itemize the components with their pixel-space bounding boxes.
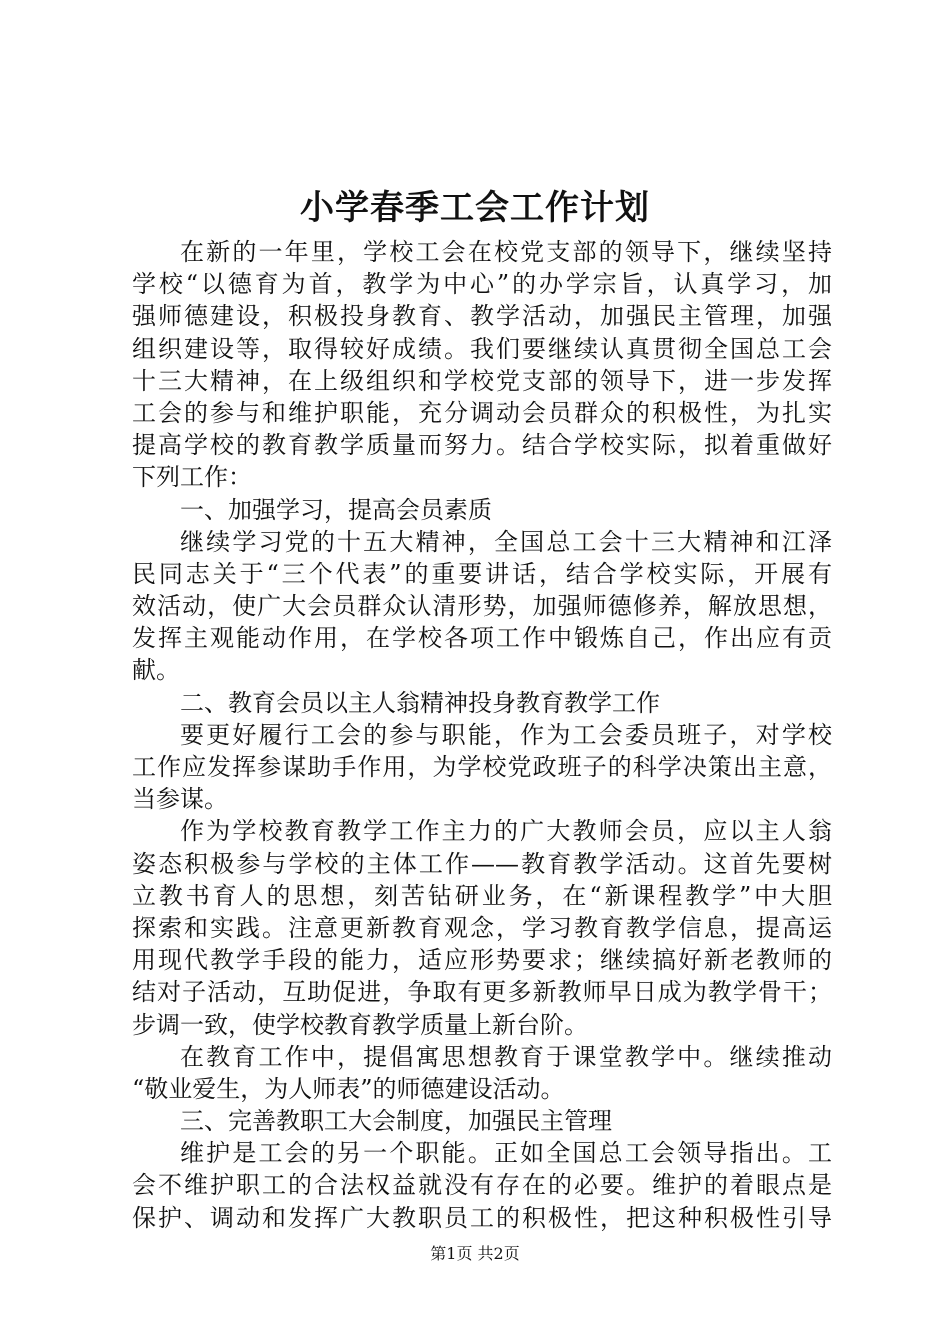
text-line: 强师德建设，积极投身教育、教学活动，加强民主管理，加强 <box>132 302 832 331</box>
text-line: 在新的一年里，学校工会在校党支部的领导下，继续坚持 <box>180 238 832 266</box>
text-line: 组织建设等，取得较好成绩。我们要继续认真贯彻全国总工会 <box>132 334 832 363</box>
text-line: 姿态积极参与学校的主体工作——教育教学活动。这首先要树 <box>132 849 832 878</box>
text-line: 工作应发挥参谋助手作用，为学校党政班子的科学决策出主意， <box>132 753 832 781</box>
text-line: 用现代教学手段的能力，适应形势要求；继续搞好新老教师的 <box>132 946 832 975</box>
text-line: 结对子活动，互助促进，争取有更多新教师早日成为教学骨干； <box>132 978 832 1007</box>
text-line: 当参谋。 <box>132 785 228 814</box>
text-line: 献。 <box>132 656 180 685</box>
text-line: 发挥主观能动作用，在学校各项工作中锻炼自己，作出应有贡 <box>132 624 832 653</box>
text-line: 一、加强学习，提高会员素质 <box>180 495 492 524</box>
text-line: 立教书育人的思想，刻苦钻研业务，在“新课程教学”中大胆 <box>132 881 832 910</box>
text-line: 要更好履行工会的参与职能，作为工会委员班子，对学校 <box>180 720 832 749</box>
text-line: 十三大精神，在上级组织和学校党支部的领导下，进一步发挥 <box>132 366 832 395</box>
text-line: 作为学校教育教学工作主力的广大教师会员，应以主人翁 <box>180 817 832 846</box>
document-body <box>132 236 832 1234</box>
text-line: 二、教育会员以主人翁精神投身教育教学工作 <box>180 688 660 717</box>
text-line: 学校“以德育为首，教学为中心”的办学宗旨，认真学习，加 <box>132 270 832 299</box>
text-line: 工会的参与和维护职能，充分调动会员群众的积极性，为扎实 <box>132 398 832 427</box>
text-line: 效活动，使广大会员群众认清形势，加强师德修养，解放思想， <box>132 592 832 621</box>
document-title: 小学春季工会工作计划 <box>300 188 650 228</box>
text-line: 保护、调动和发挥广大教职员工的积极性，把这种积极性引导 <box>132 1203 832 1232</box>
text-line: “敬业爱生，为人师表”的师德建设活动。 <box>132 1074 565 1103</box>
text-line: 步调一致，使学校教育教学质量上新台阶。 <box>132 1010 588 1039</box>
text-line: 提高学校的教育教学质量而努力。结合学校实际，拟着重做好 <box>132 431 832 460</box>
text-line: 下列工作： <box>132 463 252 492</box>
text-line: 在教育工作中，提倡寓思想教育于课堂教学中。继续推动 <box>180 1042 832 1071</box>
text-line: 三、完善教职工大会制度，加强民主管理 <box>180 1107 612 1136</box>
text-line: 维护是工会的另一个职能。正如全国总工会领导指出。工 <box>180 1139 832 1168</box>
text-line: 探索和实践。注意更新教育观念，学习教育教学信息，提高运 <box>132 913 832 942</box>
text-line: 会不维护职工的合法权益就没有存在的必要。维护的着眼点是 <box>132 1171 832 1200</box>
page-footer: 第1页 共2页 <box>430 1244 520 1263</box>
text-line: 继续学习党的十五大精神，全国总工会十三大精神和江泽 <box>180 527 832 556</box>
text-line: 民同志关于“三个代表”的重要讲话，结合学校实际，开展有 <box>132 559 832 588</box>
